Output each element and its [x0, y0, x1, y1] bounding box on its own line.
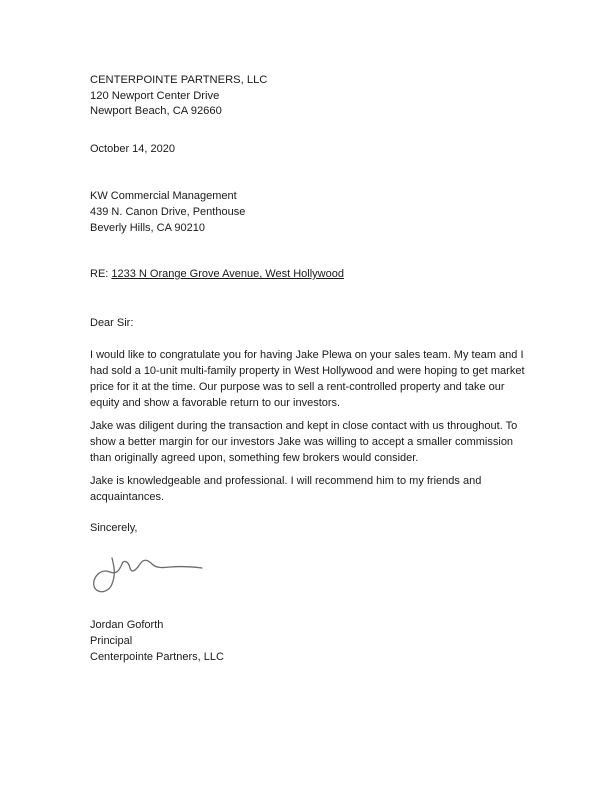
recipient-address: [90, 188, 530, 236]
body-paragraph: Jake was diligent during the transaction and kept in close contact with us throughout. To show a better margin for our investors Jake was willing to accept a smaller commission than originally agreed upon, something few brokers would consider.: [90, 420, 518, 464]
recipient-company: KW Commercial Management: [90, 190, 237, 202]
salutation: [90, 315, 530, 331]
salutation-text: Dear Sir:: [90, 317, 134, 329]
sender-company: CENTERPOINTE PARTNERS, LLC: [90, 74, 268, 86]
sender-street: 120 Newport Center Drive: [90, 89, 220, 102]
body-paragraph: Jake is knowledgeable and professional. I will recommend him to my friends and acquaintances.: [90, 475, 482, 503]
date-text: October 14, 2020: [90, 143, 176, 155]
subject-line-row: [90, 266, 530, 282]
letter-date: [90, 141, 530, 157]
re-prefix: RE:: [90, 268, 109, 280]
signer-title: Principal: [90, 635, 133, 647]
sender-city-state-zip: Newport Beach, CA 92660: [90, 105, 222, 117]
recipient-street: 439 N. Canon Drive, Penthouse: [90, 206, 246, 218]
sender-address: [90, 73, 530, 120]
subject-line: [90, 266, 530, 282]
re-subject: 1233 N Orange Grove Avenue, West Hollywood: [111, 268, 344, 280]
closing-text: Sincerely,: [90, 522, 138, 534]
body-paragraph: I would like to congratulate you for having Jake Plewa on your sales team. My team and I had sold a 10-unit multi-family property in West Hollywood and were hoping to get market price for it at the time. Our purpose was to sell a rent-controlled property and take our equity and show a favorable return to our investors.: [90, 349, 525, 409]
signer-company: Centerpointe Partners, LLC: [90, 651, 224, 663]
closing: [90, 520, 530, 536]
signer-block: [90, 617, 530, 665]
recipient-city-state-zip: Beverly Hills, CA 90210: [90, 222, 205, 234]
signer-name: Jordan Goforth: [90, 619, 164, 631]
handwritten-signature: [90, 546, 210, 598]
letter-body: [90, 347, 530, 505]
